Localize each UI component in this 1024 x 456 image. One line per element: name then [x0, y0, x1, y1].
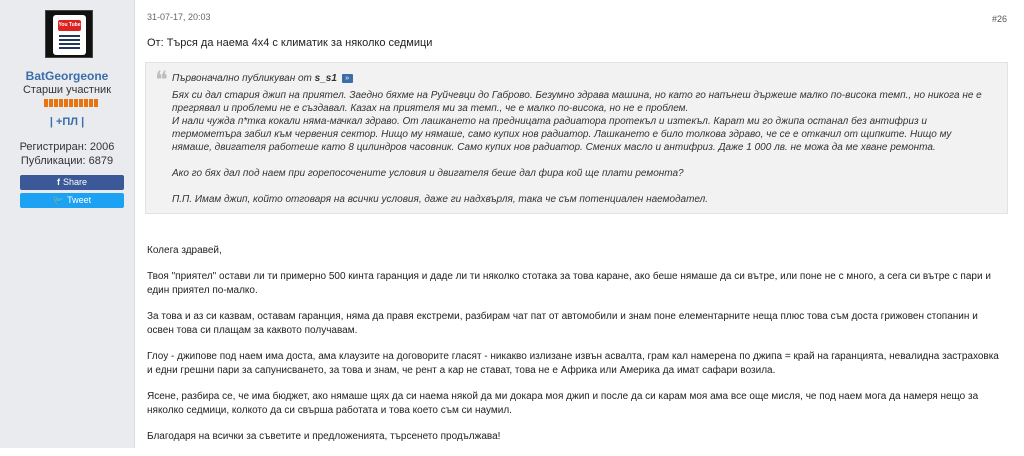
- message-paragraph: Глоу - джипове под наем има доста, ама клаузите на договорите гласят - никакво излизане извън асвалта, грам кал намерена по джипа = край на гаранцията, невалидна застраховка и едни грешни пари за сапунисването, за това и знам, че рент а кар не стават, това не е Африка или Америка да имат сафари возила.: [147, 351, 999, 376]
- message-paragraph: Благодаря на всички за съветите и предложенията, търсенето продължава!: [147, 431, 501, 442]
- post-title: От: Търся да наема 4x4 с климатик за няколко седмици: [147, 37, 433, 49]
- reputation-pip: [64, 99, 68, 107]
- post-count: Публикации: 6879: [20, 155, 114, 167]
- username-link[interactable]: BatGeorgeone: [25, 69, 109, 83]
- quote-spacer: [172, 154, 992, 167]
- avatar[interactable]: [45, 10, 93, 58]
- reputation-pip: [44, 99, 48, 107]
- quote-body: [172, 89, 992, 206]
- quote-paragraph: И нали чужда п*тка кокали няма-мачкал здраво. От лашкането на предницата радиатора протекъл и изтекъл. Карат ми го джипа останал без антифриз и термометъра забил към червения сектор. Нищо му нямаше, само купих нов радиатор. Лашкането е било толкова здраво, че се е откачил от щипките. Нищо му нямаше, двигателя работеше като 8 цилиндров часовник. Само купих нов радиатор. Смених масло и антифриз. Даже 1 000 лв. не можа да ме хване ремонта.: [172, 116, 952, 153]
- usergroup-link[interactable]: | +ПЛ |: [49, 116, 85, 128]
- quote-author: s_s1: [314, 73, 337, 84]
- post-date: 31-07-17, 20:03: [147, 12, 211, 22]
- quote-block: [145, 62, 1008, 214]
- reputation-pip: [74, 99, 78, 107]
- reputation-pip: [69, 99, 73, 107]
- user-title: Старши участник: [22, 84, 112, 96]
- user-info-panel: [0, 0, 135, 448]
- reputation-pip: [49, 99, 53, 107]
- registered-date: Регистриран: 2006: [19, 141, 115, 153]
- share-label: Share: [62, 177, 88, 187]
- tweet-label: Tweet: [67, 195, 92, 205]
- twitter-bird-icon: 🐦: [52, 195, 65, 205]
- post-message: [147, 244, 1007, 456]
- message-paragraph: Ясене, разбира се, че има бюджет, ако нямаше щях да си наема някой да ми докара моя джип и после да си карам моя ама все още мисля, че под наем мога да намеря нещо за няколко седмици, колкото да си свърша работата и това което съм си наумил.: [147, 391, 979, 416]
- message-paragraph: За това и аз си казвам, оставам гаранция, няма да правя екстреми, разбирам чат пат от автомобили и знам поне елементарните неща плюс това съм доста грижовен стопанин и освен това си плащам за каквото получавам.: [147, 311, 978, 336]
- quote-paragraph: Бях си дал стария джип на приятел. Заедно бяхме на Руйчевци до Габрово. Безумно здрава машина, но като го напънеш държеше малко по-висока темп., но никога не е прегрявал и проблеми не е създавал. Казах на приятеля ми за темп., че е малко по-висока, но не е проблем.: [172, 90, 982, 114]
- reputation-pip: [79, 99, 83, 107]
- youtube-logo-icon: You Tube: [58, 20, 81, 31]
- reputation-bar: [44, 99, 98, 107]
- message-paragraph: Колега здравей,: [147, 245, 222, 256]
- quote-spacer: [172, 180, 992, 193]
- reputation-pip: [94, 99, 98, 107]
- avatar-badge: [53, 15, 86, 55]
- reputation-pip: [59, 99, 63, 107]
- reputation-pip: [89, 99, 93, 107]
- post-number-link[interactable]: #26: [991, 14, 1007, 24]
- avatar-text-lines: [59, 35, 80, 51]
- facebook-icon: f: [56, 177, 60, 187]
- twitter-tweet-button[interactable]: [20, 193, 124, 208]
- message-paragraph: Твоя "приятел" остави ли ти примерно 500 кинта гаранция и даде ли ти няколко стотака за това каране, ако беше нямаше да си вътре, или поне не с много, а сега си вътре с пари и един приятел по-малко.: [147, 271, 991, 296]
- quote-prefix: Първоначално публикуван от: [172, 73, 315, 84]
- quote-paragraph: П.П. Имам джип, който отговаря на всички условия, даже ги надхвърля, така че съм потенциален наемодател.: [172, 194, 709, 205]
- view-post-arrow-icon[interactable]: »: [342, 74, 353, 83]
- quote-mark-icon: ❝: [155, 66, 168, 94]
- quote-paragraph: Ако го бях дал под наем при горепосочените условия и двигателя беше дал фира кой ще плати ремонта?: [172, 168, 684, 179]
- reputation-pip: [84, 99, 88, 107]
- quote-header: [172, 73, 353, 84]
- facebook-share-button[interactable]: [20, 175, 124, 190]
- reputation-pip: [54, 99, 58, 107]
